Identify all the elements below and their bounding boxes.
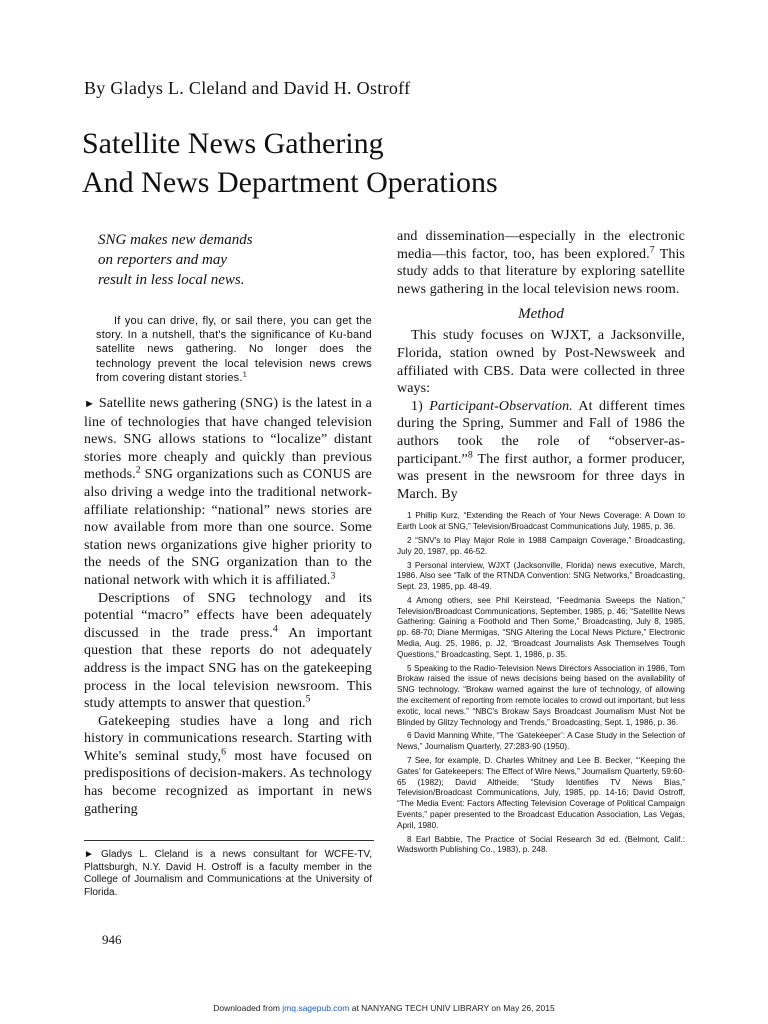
body-paragraph-4 (397, 228, 685, 298)
footnote-ref[interactable]: 4 (272, 623, 278, 635)
footnote: 1 Phillip Kurz, “Extending the Reach of Your News Coverage: A Down to Earth Look at SNG,” Television/Broadcast Communications July, 1985, p. 36. (397, 511, 685, 532)
article-title (82, 124, 498, 202)
footnote-ref[interactable]: 1 (242, 369, 248, 379)
p3-text-a: Gatekeeping studies have a long and rich history in communications research. Starting with White's seminal study, (84, 713, 372, 764)
deck-line-2: on reporters and may (98, 252, 228, 268)
p3-text-b: most have focused on predispositions of decision-makers. As technology has become recognized as important in news gathering (84, 748, 372, 817)
body-paragraph-3 (84, 713, 372, 819)
section-heading-method: Method (518, 306, 564, 323)
footnote-ref[interactable]: 6 (221, 746, 227, 758)
byline: By Gladys L. Cleland and David H. Ostroff (84, 78, 411, 98)
title-line-1: Satellite News Gathering (82, 127, 384, 160)
title-line-2: And News Department Operations (82, 166, 498, 199)
footnote: 4 Among others, see Phil Keirstead, “Feedmania Sweeps the Nation,” Television/Broadcast Communications, September, 1985, p. 46; “Satellite News Gathering: Gaining a Foothold and Then Some,” Broadcasting, July 8, 1985, pp. 68-70; Diane Mermigas, “SNG Altering the Local News Picture,” Electronic Media, Aug. 25, 1986, p. J2, “Broadcast Journalists Ask Themselves Tough Questions,” Broadcasting, Sept. 1, 1986, p. 35. (397, 595, 685, 659)
r1-text-a: and dissemination—especially in the electronic media—this factor, too, has been explored. (397, 229, 685, 262)
p2-text-a: Descriptions of SNG technology and its potential “macro” effects have been adequately discussed in the trade press. (84, 590, 372, 641)
footer-suffix: at NANYANG TECH UNIV LIBRARY on May 26, 2015 (349, 1003, 555, 1013)
footer-prefix: Downloaded from (213, 1003, 283, 1013)
r3-text-c: The first author, a former producer, was present in the newsroom for three days in March. By (397, 451, 685, 502)
footnote: 2 “SNV's to Play Major Role in 1988 Campaign Coverage,” Broadcasting, July 20, 1987, pp. 46-52. (397, 535, 685, 556)
footnote-ref[interactable]: 8 (467, 448, 473, 460)
p2-text-b: An important question that these reports do not adequately address is the impact SNG has on the gatekeeping process in the local television newsroom. This study attempts to answer that question. (84, 625, 372, 712)
intro-text: If you can drive, fly, or sail there, you can get the story. In a nutshell, that's the significance of Ku-band satellite news gathering. No longer does the technology prevent the local television news crews from covering distant stories. (96, 315, 372, 384)
footnote: 6 David Manning White, “The ‘Gatekeeper’: A Case Study in the Selection of News,” Journalism Quarterly, 27:283-90 (1950). (397, 731, 685, 752)
intro-paragraph (84, 314, 372, 385)
footer-link[interactable]: jmq.sagepub.com (282, 1003, 350, 1013)
arrow-icon: ► (84, 398, 95, 411)
footnote: 3 Personal interview, WJXT (Jacksonville, Florida) news executive, March, 1986. Also see “Talk of the RTNDA Convention: SNG Networks,” Broadcasting, Sept. 23, 1985, pp. 48-49. (397, 560, 685, 592)
page-number: 946 (102, 932, 122, 947)
footnote: 5 Speaking to the Radio-Television News Directors Association in 1986, Tom Brokaw raised the issue of news decisions being based on the availability of SNG technology. “Brokaw warned against the lure of technology, of allowing the excitement of reporting from remote locales to crowd out important, but less exotic, local news.” “NBC's Brokaw Says Broadcast Journalism Must Not be Blinded by Glitzy Technology and Trends,” Broadcasting, Sept. 1, 1986, p. 36. (397, 663, 685, 727)
deck-line-1: SNG makes new demands (98, 232, 253, 248)
p1-text-a: Satellite news gathering (SNG) is the latest in a line of technologies that have changed television news. SNG allows stations to “localize” distant stories more cheaply and quickly than previous methods. (84, 396, 372, 483)
r1-text-b: This study adds to that literature by exploring satellite news gathering in the local television news room. (397, 246, 685, 297)
footnote: 8 Earl Babbie, The Practice of Social Research 3d ed. (Belmont, Calif.: Wadsworth Publishing Co., 1983), p. 248. (397, 834, 685, 855)
footnotes (397, 511, 685, 856)
deck (98, 230, 372, 290)
p1-text-b: SNG organizations such as CONUS are also driving a wedge into the traditional network-affiliate relationship: “national” news stories are now available from more than one source. Some station news organizations give higher priority to the needs of the SNG organization than to the national network with which it is affiliated. (84, 467, 372, 588)
r3-italic: Participant-Observation. (429, 398, 573, 414)
left-column (84, 228, 372, 900)
deck-line-3: result in less local news. (98, 272, 245, 288)
left-body (84, 395, 372, 818)
right-column (397, 228, 685, 859)
footnote-ref[interactable]: 7 (649, 243, 655, 255)
footnote-ref[interactable]: 3 (330, 570, 336, 582)
author-bio: ► Gladys L. Cleland is a news consultant for WCFE-TV, Plattsburgh, N.Y. David H. Ostroff is a faculty member in the College of Journalism and Communications at the University of Florida. (84, 849, 372, 899)
body-paragraph-6 (397, 398, 685, 504)
bio-divider (84, 840, 374, 841)
body-paragraph-2 (84, 590, 372, 713)
body-paragraph-5: This study focuses on WJXT, a Jacksonville, Florida, station owned by Post-Newsweek and affiliated with CBS. Data were collected in three ways: (397, 328, 685, 397)
body-paragraph-1 (84, 395, 372, 590)
footnote-ref[interactable]: 2 (135, 464, 141, 476)
footnote-ref[interactable]: 5 (305, 693, 311, 705)
footnote: 7 See, for example, D. Charles Whitney and Lee B. Becker, “‘Keeping the Gates’ for Gatekeepers: The Effect of Wire News,” Journalism Quarterly, 59:60-65 (1982); David Altheide, “Study Identifies TV News Bias,” Television/Broadcast Communications, July, 1985, pp. 14-16; David Ostroff, “The Media Event: Factors Affecting Television Coverage of Political Campaign Events,” paper presented to the Broadcast Education Association, Las Vegas, April, 1980. (397, 756, 685, 830)
download-footer (0, 1003, 768, 1013)
r3-text-b: At different times during the Spring, Summer and Fall of 1986 the authors took the role of “observer-as-participant.” (397, 398, 685, 467)
r3-text-a: 1) (411, 398, 430, 414)
